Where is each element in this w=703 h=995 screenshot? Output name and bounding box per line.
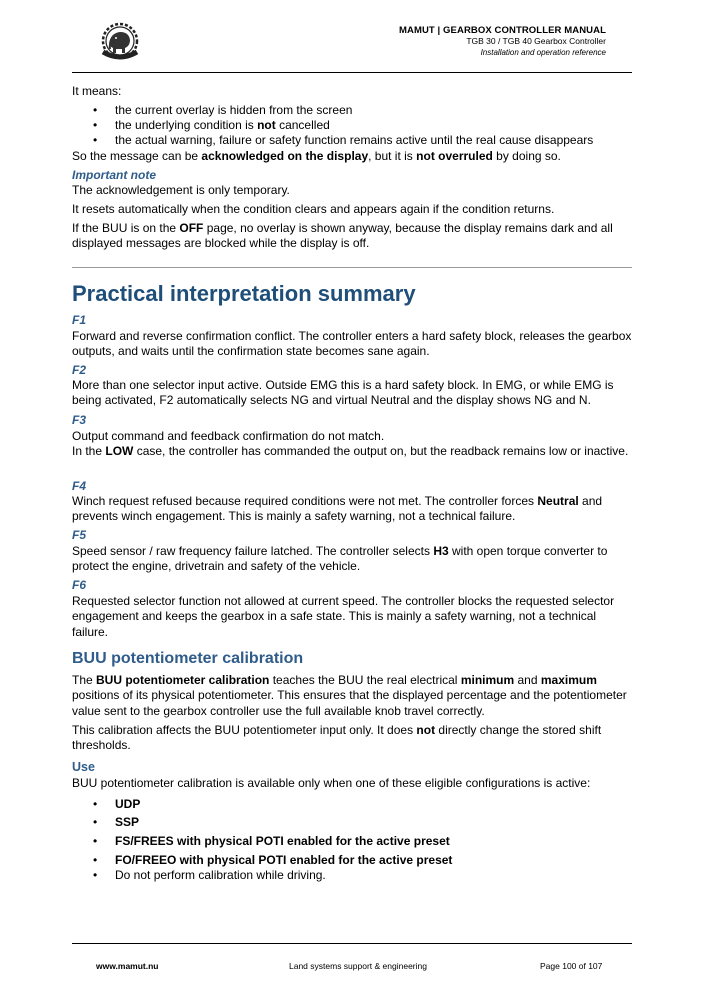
header-reference: Installation and operation reference [480,48,606,57]
code-label-f4: F4 [72,479,87,493]
use-text: BUU potentiometer calibration is available only when one of these eligible configurations is active: [72,776,591,790]
intro-conclusion: So the message can be acknowledged on the display, but it is not overruled by doing so. [72,149,561,163]
bullet-icon: • [93,118,98,132]
code-text-f5: Speed sensor / raw frequency failure latched. The controller selects H3 with open torque converter to protect the engine, drivetrain and safety of the vehicle. [72,544,608,574]
code-label-f5: F5 [72,528,87,542]
list-item: the current overlay is hidden from the screen [115,103,353,117]
code-label-f6: F6 [72,578,87,592]
code-label-f1: F1 [72,313,87,327]
list-item: the actual warning, failure or safety function remains active until the real cause disappears [115,133,594,147]
header-subtitle: TGB 30 / TGB 40 Gearbox Controller [466,36,606,46]
code-text-f6: Requested selector function not allowed at current speed. The controller blocks the requested selector engagement and keeps the gearbox in a safe state. This is mainly a safety warning, not a technical failure. [72,594,615,639]
bullet-icon: • [93,834,98,848]
subsection-heading: BUU potentiometer calibration [72,650,304,667]
list-item: SSP [115,815,140,829]
code-label-f2: F2 [72,363,87,377]
list-item: UDP [115,797,141,811]
note-line: It resets automatically when the condition clears and appears again if the condition returns. [72,202,555,216]
code-text-f4: Winch request refused because required conditions were not met. The controller forces Neutral and prevents winch engagement. This is mainly a safety warning, not a technical failure. [72,494,603,524]
list-item: Do not perform calibration while driving. [115,868,326,882]
header-divider [72,72,632,73]
header-block [399,25,606,58]
list-item: FO/FREEO with physical POTI enabled for the active preset [115,853,453,867]
note-line: The acknowledgement is only temporary. [72,183,290,197]
bullet-icon: • [93,133,98,147]
bullet-icon: • [93,868,98,882]
code-text-f3: Output command and feedback confirmation do not match. [72,429,385,443]
bullet-icon: • [93,815,98,829]
bullet-icon: • [93,103,98,117]
mamut-logo [95,16,145,66]
intro-lead: It means: [72,84,122,98]
code-label-f3: F3 [72,413,87,427]
section-divider [72,267,632,268]
list-item: FS/FREES with physical POTI enabled for the active preset [115,834,450,848]
use-label: Use [72,760,95,774]
bullet-icon: • [93,853,98,867]
page-number: Page 100 of 107 [540,961,603,971]
list-item: the underlying condition is not cancelled [115,118,330,132]
important-note-label: Important note [72,168,156,182]
calibration-scope: This calibration affects the BUU potentiometer input only. It does not directly change the stored shift thresholds. [72,723,602,753]
bullet-icon: • [93,797,98,811]
section-heading: Practical interpretation summary [72,281,416,306]
code-text-f2: More than one selector input active. Outside EMG this is a hard safety block. In EMG, or while EMG is being activated, F2 automatically selects NG and virtual Neutral and the display shows NG and N. [72,378,614,408]
footer-divider [72,943,632,944]
calibration-intro: The BUU potentiometer calibration teaches the BUU the real electrical minimum and maximum positions of its physical potentiometer. This ensures that the displayed percentage and the potentiometer value sent to the gearbox controller use the full available knob travel correctly. [72,673,627,718]
code-text-f1: Forward and reverse confirmation conflict. The controller enters a hard safety block, releases the gearbox outputs, and waits until the confirmation state becomes sane again. [72,329,632,359]
footer-website[interactable]: www.mamut.nu [96,961,159,971]
note-line: If the BUU is on the OFF page, no overlay is shown anyway, because the display remains dark and all displayed messages are blocked while the display is off. [72,221,613,251]
footer-tagline: Land systems support & engineering [289,961,427,971]
header-title: MAMUT | GEARBOX CONTROLLER MANUAL [398,25,606,36]
code-text-f3-detail: In the LOW case, the controller has commanded the output on, but the readback remains low or inactive. [72,444,629,458]
